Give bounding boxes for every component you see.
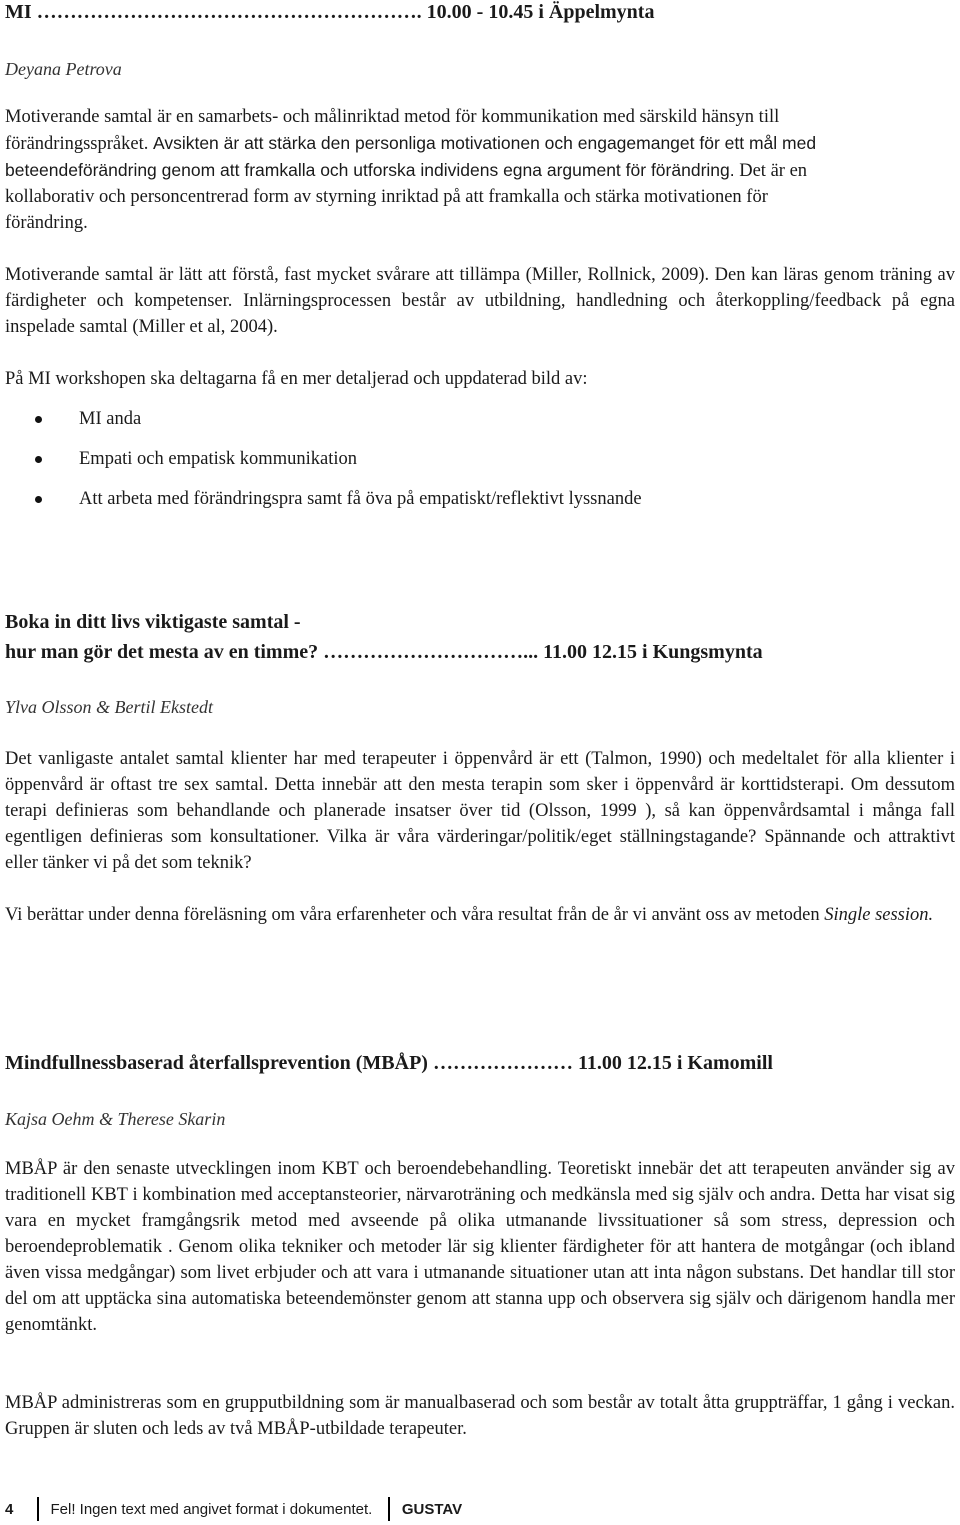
paragraph-mi-workshop: På MI workshopen ska deltagarna få en mer detaljerad och uppdaterad bild av: — [5, 369, 588, 389]
section-title-mbap: Mindfullnessbaserad återfallsprevention (MBÅP) ………………… 11.00 12.15 i Kamomill — [5, 1052, 773, 1074]
paragraph-single-session: Det vanligaste antalet samtal klienter har med terapeuter i öppenvård är ett (Talmon, 1990) och medeltalet för alla klienter i öppenvård är oftast tre sex samtal. Detta innebär att den mesta terapin som sker i öppenvård är korttidsterapi. Om dessutom terapi definieras som behandlande och planerade insatser över tid (Olsson, 1999 ), så kan öppenvårdsamtal i många fall egentligen definieras som konsultationer. Vilka är våra värderingar/politik/eget ställningstagande? Spännande och attraktivt eller tänker vi på det som teknik? — [5, 749, 955, 873]
text-line: kollaborativ och personcentrerad form av styrning inriktad på att framkalla och stärka motivationen för — [5, 187, 768, 207]
paragraph-single-session-2 — [5, 902, 955, 928]
list-item-text: Empati och empatisk kommunikation — [79, 449, 357, 469]
bullet-list — [5, 406, 955, 526]
paragraph-mi-intro — [5, 104, 955, 236]
footer-error-text: Fel! Ingen text med angivet format i dokumentet. — [50, 1500, 373, 1518]
text-line: förändring. — [5, 213, 88, 233]
list-item-text: MI anda — [79, 409, 142, 429]
paragraph-mbap: MBÅP är den senaste utvecklingen inom KBT och beroendebehandling. Teoretiskt innebär det att terapeuten använder sig av traditionell KBT i kombination med acceptansteorier, närvaroträning och medkänsla med sig själv och andra. Detta har visat sig vara en mycket framgångsrik metod med avseende på olika utmanande livssituationer så som stress, depression och beroendeproblematik . Genom olika tekniker och metoder lär sig klienter färdigheter för att hantera de motgångar (och ibland även vissa medgångar) som livet erbjuder och att vara i utmanande situationer utan att inta någon substans. Det handlar till stor del om att upptäcka sina automatiska beteendemönster genom att stanna upp och observera sig själv och därigenom handla mer genomtänkt. — [5, 1159, 955, 1335]
list-item — [5, 446, 955, 486]
paragraph-mbap-2: MBÅP administreras som en grupputbildning som är manualbaserad och som består av totalt åtta gruppträffar, 1 gång i veckan. Gruppen är sluten och leds av två MBÅP-utbildade terapeuter. — [5, 1393, 955, 1439]
text-line — [5, 130, 955, 157]
page-footer — [5, 1495, 955, 1523]
bullet-icon — [35, 416, 42, 423]
text-segment-italic: Single session. — [824, 905, 934, 925]
list-item — [5, 486, 955, 526]
text-segment: Det är en — [734, 161, 808, 181]
footer-divider — [388, 1497, 390, 1521]
text-segment: beteendeförändring genom att framkalla och utforska individens egna argument för förändring. — [5, 160, 735, 180]
text-line — [5, 157, 955, 184]
text-segment: Avsikten är att stärka den personliga motivationen och engagemanget för ett mål med — [152, 133, 817, 153]
list-item-text: Att arbeta med förändringspra samt få öva på empatiskt/reflektivt lyssnande — [79, 489, 642, 509]
text-segment: Vi berättar under denna föreläsning om våra erfarenheter och våra resultat från de år vi använt oss av metoden — [5, 905, 825, 925]
bullet-icon — [35, 456, 42, 463]
author-line: Kajsa Oehm & Therese Skarin — [5, 1109, 226, 1129]
text-line: Motiverande samtal är en samarbets- och målinriktad metod för kommunikation med särskild hänsyn till — [5, 107, 780, 127]
footer-divider — [37, 1497, 39, 1521]
section-title-line: hur man gör det mesta av en timme? …………………………... 11.00 12.15 i Kungsmynta — [5, 641, 763, 663]
section-title-mi: MI …………………………………………………. 10.00 - 10.45 i Äppelmynta — [5, 1, 655, 23]
author-line: Ylva Olsson & Bertil Ekstedt — [5, 697, 213, 717]
section-title-line: Boka in ditt livs viktigaste samtal - — [5, 611, 301, 633]
footer-name: GUSTAV — [401, 1500, 463, 1518]
page-number: 4 — [5, 1500, 14, 1518]
paragraph-mi-learning: Motiverande samtal är lätt att förstå, fast mycket svårare att tillämpa (Miller, Rollnick, 2009). Den kan läras genom träning av färdigheter och kompetenser. Inlärningsprocessen består av utbildning, handledning och återkoppling/feedback på egna inspelade samtal (Miller et al, 2004). — [5, 265, 955, 337]
text-segment: förändringsspråket. — [5, 134, 153, 154]
list-item — [5, 406, 955, 446]
author-line: Deyana Petrova — [5, 59, 122, 79]
bullet-icon — [35, 496, 42, 503]
